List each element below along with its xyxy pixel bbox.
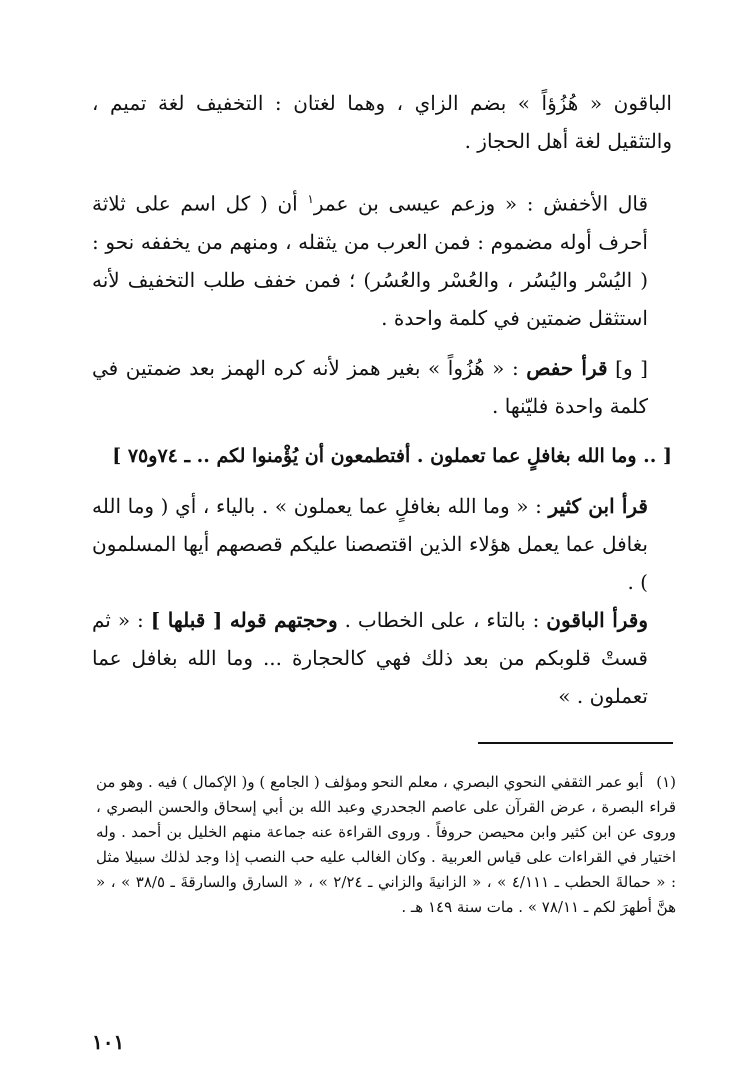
main-text — [92, 84, 672, 715]
paragraph-4-rest: : « وما الله بغافلٍ عما يعملون » . بالياء ، أي ( وما الله بغافل عما يعمل هؤلاء الذين اقتصصنا عليكم قصصهم أيها المسلمون ) . — [92, 493, 648, 594]
page-number: ١٠١ — [92, 1030, 125, 1054]
paragraph-5-rest: : « ثم قستْ قلوبكم من بعد ذلك فهي كالحجارة ... وما الله بغافل عما تعملون . » — [92, 607, 648, 708]
paragraph-4 — [92, 487, 672, 601]
paragraph-1 — [92, 84, 672, 160]
paragraph-5 — [92, 601, 672, 715]
paragraph-5-bold-2: وحجتهم قوله [ قبلها ] — [150, 607, 338, 632]
paragraph-3-bold: قرأ حفص — [526, 355, 608, 380]
footnote-marker: ١ — [307, 192, 314, 206]
paragraph-1-text: الباقون « هُزُؤاً » بضم الزاي ، وهما لغتان : التخفيف لغة تميم ، والتثقيل لغة أهل الحجاز . — [92, 91, 672, 153]
paragraph-3 — [92, 349, 672, 425]
footnote-text: أبو عمر الثقفي النحوي البصري ، معلم النحو ومؤلف ( الجامع ) و( الإكمال ) فيه . وهو من قراء البصرة ، عرض القرآن على عاصم الجحدري وعبد الله بن أبي إسحاق والحسن البصري ، وروى عن ابن كثير وابن محيصن حروفاً . وروى القراءة عنه جماعة منهم الخليل بن أحمد . وله اختيار في القراءات على قياس العربية . وكان الغالب عليه حب النصب إذا وجد لذلك سبيلا مثل : « حمالةَ الحطب ـ ٤/١١١ » ، « الزانيةَ والزاني ـ ٢/٢٤ » ، « السارق والسارقةَ ـ ٣٨/٥ » ، « هنَّ أطهرَ لكم ـ ٧٨/١١ » . مات سنة ١٤٩ هـ . — [96, 773, 677, 916]
paragraph-4-bold: قرأ ابن كثير — [548, 493, 648, 518]
quran-verse-text: [ .. وما الله بغافلٍ عما تعملون . أفتطمعون أن يُؤْمنوا لكم .. ـ ٧٤و٧٥ ] — [112, 444, 672, 467]
quran-verse — [92, 437, 672, 475]
paragraph-2 — [92, 180, 672, 337]
paragraph-2-text-b: أن ( كل اسم على ثلاثة أحرف أوله مضموم : فمن العرب من يثقله ، ومنهم من يخففه نحو : ( اليُسْر واليُسُر ، والعُسْر والعُسُر) ؛ فمن خفف طلب التخفيف لأنه استثقل ضمتين في كلمة واحدة . — [92, 191, 648, 330]
paragraph-5-bold-1: وقرأ الباقون — [546, 607, 649, 632]
paragraph-5-mid: : بالتاء ، على الخطاب . — [344, 607, 540, 632]
paragraph-3-open: [ و] — [615, 355, 648, 380]
footnote-divider — [478, 742, 673, 744]
footnote-number: (١) — [656, 773, 676, 791]
footnote — [96, 770, 676, 920]
paragraph-3-rest: : « هُزُواً » بغير همز لأنه كره الهمز بعد ضمتين في كلمة واحدة فليّنها . — [92, 355, 648, 418]
paragraph-2-text-a: قال الأخفش : « وزعم عيسى بن عمر — [313, 191, 649, 216]
